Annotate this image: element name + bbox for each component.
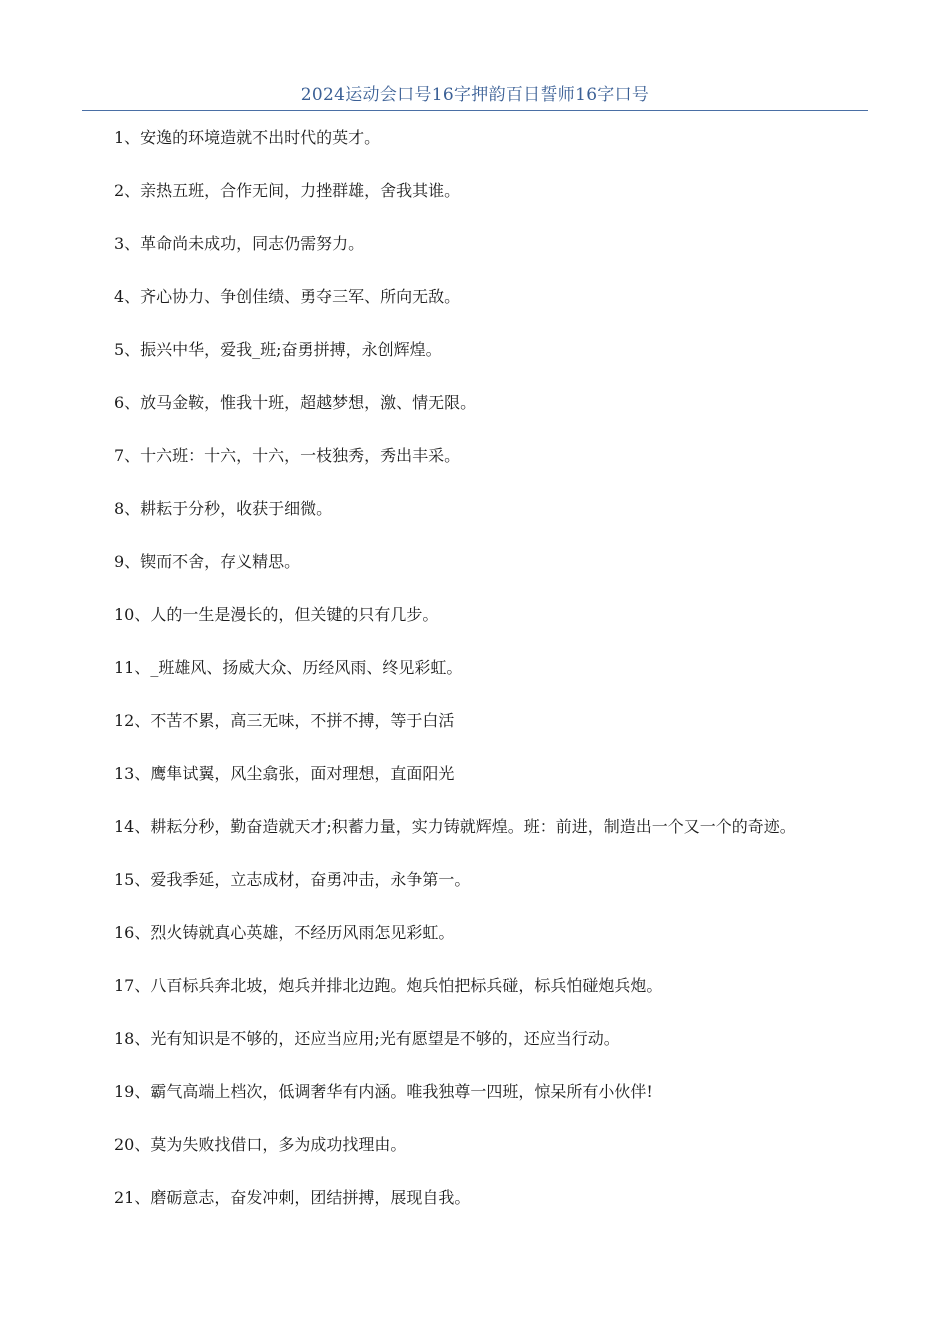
list-item: 5、振兴中华，爱我_班;奋勇拼搏，永创辉煌。 [114,340,442,359]
list-item: 17、八百标兵奔北坡，炮兵并排北边跑。炮兵怕把标兵碰，标兵怕碰炮兵炮。 [114,976,663,995]
document-header [82,82,868,111]
list-item: 11、_班雄风、扬威大众、历经风雨、终见彩虹。 [114,658,463,677]
list-item: 9、锲而不舍，存义精思。 [114,552,301,571]
list-item: 13、鹰隼试翼，风尘翕张，面对理想，直面阳光 [114,764,455,783]
list-item: 10、人的一生是漫长的，但关键的只有几步。 [114,605,439,624]
list-item: 8、耕耘于分秒，收获于细微。 [114,499,333,518]
list-item: 6、放马金鞍，惟我十班，超越梦想，激、情无限。 [114,393,477,412]
list-item: 15、爱我季延，立志成材，奋勇冲击，永争第一。 [114,870,471,889]
list-item: 2、亲热五班，合作无间，力挫群雄，舍我其谁。 [114,181,461,200]
document-title: 2024运动会口号16字押韵百日誓师16字口号 [300,85,650,105]
slogan-list [82,126,852,1239]
list-item: 21、磨砺意志，奋发冲刺，团结拼搏，展现自我。 [114,1188,471,1207]
list-item: 7、十六班：十六，十六，一枝独秀，秀出丰采。 [114,446,461,465]
list-item: 4、齐心协力、争创佳绩、勇夺三军、所向无敌。 [114,287,461,306]
list-item: 3、革命尚未成功，同志仍需努力。 [114,234,365,253]
list-item: 1、安逸的环境造就不出时代的英才。 [114,128,381,147]
list-item: 18、光有知识是不够的，还应当应用;光有愿望是不够的，还应当行动。 [114,1029,620,1048]
list-item: 14、耕耘分秒，勤奋造就天才;积蓄力量，实力铸就辉煌。班：前进，制造出一个又一个的奇迹。 [114,817,796,836]
list-item: 16、烈火铸就真心英雄，不经历风雨怎见彩虹。 [114,923,455,942]
list-item: 19、霸气高端上档次，低调奢华有内涵。唯我独尊一四班，惊呆所有小伙伴! [114,1082,653,1101]
list-item: 12、不苦不累，高三无味，不拼不搏，等于白活 [114,711,455,730]
list-item: 20、莫为失败找借口，多为成功找理由。 [114,1135,407,1154]
